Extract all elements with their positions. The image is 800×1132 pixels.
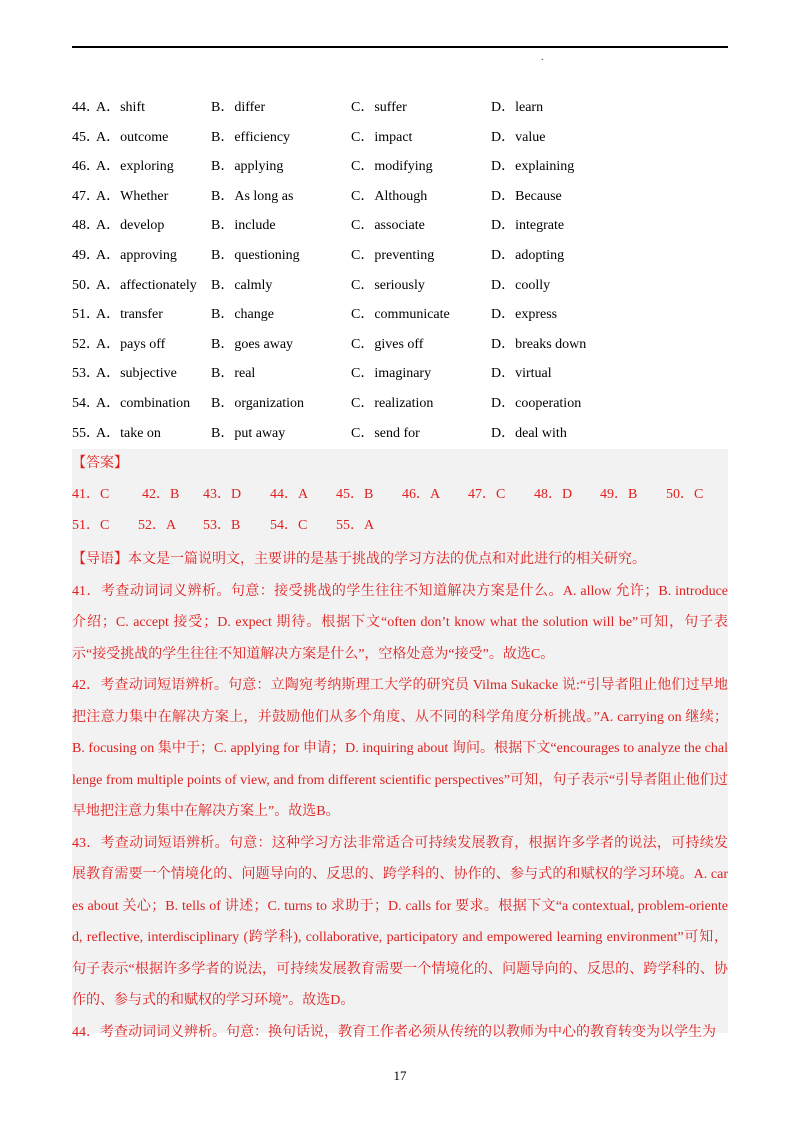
option-b: B．calmly xyxy=(211,277,273,293)
option-a: A．subjective xyxy=(96,366,177,382)
page-number: 17 xyxy=(393,1068,407,1083)
option-row xyxy=(72,126,728,156)
answer-item: 54．C xyxy=(270,518,308,533)
option-c: C．send for xyxy=(351,425,420,441)
question-number: 46． xyxy=(72,159,100,175)
option-b: B．real xyxy=(211,366,256,382)
answer-item: 41．C xyxy=(72,487,110,502)
answer-heading: 【答案】 xyxy=(72,456,128,471)
option-b: B．differ xyxy=(211,100,266,115)
option-row xyxy=(72,362,728,392)
option-a: A．transfer xyxy=(96,307,163,323)
explanation-paragraph: 42．考查动词短语辨析。句意：立陶宛考纳斯理工大学的研究员 Vilma Sukacke 说:“引导者阻止他们过早地把注意力集中在解决方案上，并鼓励他们从多个角度、从不同的科学角度分析挑战。”A. carrying on 继续；B. focusing on 集中于；C. applying for 申请；D. inquiring about 询问。根据下文“encourages to analyze the challenge from multiple points of view, and from different scientific perspectives”可知，句子表示“引导者阻止他们过早地把注意力集中在解决方案上”。故选B。 xyxy=(72,678,728,819)
option-a: A．develop xyxy=(96,218,165,234)
option-d: D．express xyxy=(491,307,558,323)
explanation-paragraph: 44．考查动词词义辨析。句意：换句话说，教育工作者必须从传统的以教师为中心的教育转变为以学生为 xyxy=(72,1024,716,1040)
option-d: D．learn xyxy=(491,100,544,115)
option-c: C．preventing xyxy=(351,247,435,263)
option-a: A．shift xyxy=(96,100,145,115)
header-mark: . xyxy=(541,52,544,63)
option-row xyxy=(72,244,728,274)
option-d: D．adopting xyxy=(491,247,565,263)
option-d: D．breaks down xyxy=(491,336,587,352)
option-d: D．Because xyxy=(491,188,562,204)
explanation-paragraph: 【导语】本文是一篇说明文，主要讲的是基于挑战的学习方法的优点和对此进行的相关研究。 xyxy=(72,552,646,567)
option-d: D．value xyxy=(491,129,546,145)
option-c: C．communicate xyxy=(351,307,450,323)
explanation xyxy=(72,544,728,1048)
option-row xyxy=(72,96,728,126)
option-b: B．goes away xyxy=(211,336,294,352)
option-c: C．associate xyxy=(351,218,425,234)
header-rule xyxy=(72,46,728,48)
answer-item: 55．A xyxy=(336,518,375,533)
option-row xyxy=(72,155,728,185)
question-number: 50． xyxy=(72,277,100,293)
answer-item: 44．A xyxy=(270,487,309,502)
option-row xyxy=(72,333,728,363)
question-number: 53． xyxy=(72,366,100,382)
answer-item: 49．B xyxy=(600,487,638,502)
answer-item: 47．C xyxy=(468,487,506,502)
explanation-paragraph: 41．考查动词词义辨析。句意：接受挑战的学生往往不知道解决方案是什么。A. allow 允许；B. introduce 介绍；C. accept 接受；D. expect 期待。根据下文“often don’t know what the solution will be”可知，句子表示“接受挑战的学生往往不知道解决方案是什么”，空格处意为“接受”。故选C。 xyxy=(72,583,728,662)
option-c: C．realization xyxy=(351,395,434,411)
option-c: C．suffer xyxy=(351,100,407,115)
option-d: D．explaining xyxy=(491,159,575,175)
question-number: 52． xyxy=(72,336,100,352)
option-b: B．put away xyxy=(211,425,286,441)
option-c: C．seriously xyxy=(351,277,425,293)
option-b: B．As long as xyxy=(211,188,294,204)
option-d: D．virtual xyxy=(491,366,552,382)
option-d: D．integrate xyxy=(491,218,565,234)
option-a: A．pays off xyxy=(96,336,166,352)
answer-item: 52．A xyxy=(138,518,177,533)
option-c: C．gives off xyxy=(351,336,424,352)
explanation-paragraph: 43．考查动词短语辨析。句意：这种学习方法非常适合可持续发展教育，根据许多学者的说法，可持续发展教育需要一个情境化的、问题导向的、反思的、跨学科的、协作的、参与式的和赋权的学习环境。A. cares about 关心；B. tells of 讲述；C. turns to 求助于；D. calls for 要求。根据下文“a contextual, problem-oriented, reflective, interdisciplinary (跨学科), collaborative, participatory and empowered learning environment”可知，句子表示“根据许多学者的说法，可持续发展教育需要一个情境化的、问题导向的、反思的、跨学科的、协作的、参与式的和赋权的学习环境”。故选D。 xyxy=(72,835,728,1008)
option-row xyxy=(72,185,728,215)
option-b: B．efficiency xyxy=(211,129,291,145)
answer-item: 43．D xyxy=(203,487,242,502)
option-d: D．cooperation xyxy=(491,395,582,411)
question-number: 48． xyxy=(72,218,100,234)
option-d: D．deal with xyxy=(491,425,567,441)
option-row xyxy=(72,274,728,304)
option-a: A．approving xyxy=(96,247,177,263)
answer-item: 45．B xyxy=(336,487,374,502)
option-b: B．applying xyxy=(211,159,284,175)
option-a: A．outcome xyxy=(96,129,169,145)
option-row xyxy=(72,422,728,452)
answer-row-2 xyxy=(72,514,728,538)
option-b: B．include xyxy=(211,218,276,234)
option-a: A．take on xyxy=(96,425,161,441)
option-row xyxy=(72,214,728,244)
answer-item: 53．B xyxy=(203,518,241,533)
option-a: A．exploring xyxy=(96,159,174,175)
question-number: 47． xyxy=(72,188,100,204)
option-c: C．impact xyxy=(351,129,413,145)
option-row xyxy=(72,392,728,422)
question-number: 55． xyxy=(72,425,100,441)
option-a: A．Whether xyxy=(96,188,169,204)
option-row xyxy=(72,303,728,333)
answer-item: 50．C xyxy=(666,487,704,502)
options-list xyxy=(72,96,728,451)
answer-item: 51．C xyxy=(72,518,110,533)
answer-item: 48．D xyxy=(534,487,573,502)
option-d: D．coolly xyxy=(491,277,551,293)
option-b: B．questioning xyxy=(211,247,300,263)
option-c: C．Although xyxy=(351,188,428,204)
question-number: 44． xyxy=(72,100,100,115)
option-a: A．affectionately xyxy=(96,277,197,293)
option-c: C．imaginary xyxy=(351,366,432,382)
answer-row-1 xyxy=(72,483,728,507)
answer-item: 42．B xyxy=(142,487,180,502)
option-b: B．change xyxy=(211,307,274,323)
option-a: A．combination xyxy=(96,395,191,411)
option-b: B．organization xyxy=(211,395,305,411)
question-number: 49． xyxy=(72,247,100,263)
question-number: 51． xyxy=(72,307,100,323)
option-c: C．modifying xyxy=(351,159,433,175)
question-number: 45． xyxy=(72,129,100,145)
question-number: 54． xyxy=(72,395,100,411)
answer-item: 46．A xyxy=(402,487,441,502)
